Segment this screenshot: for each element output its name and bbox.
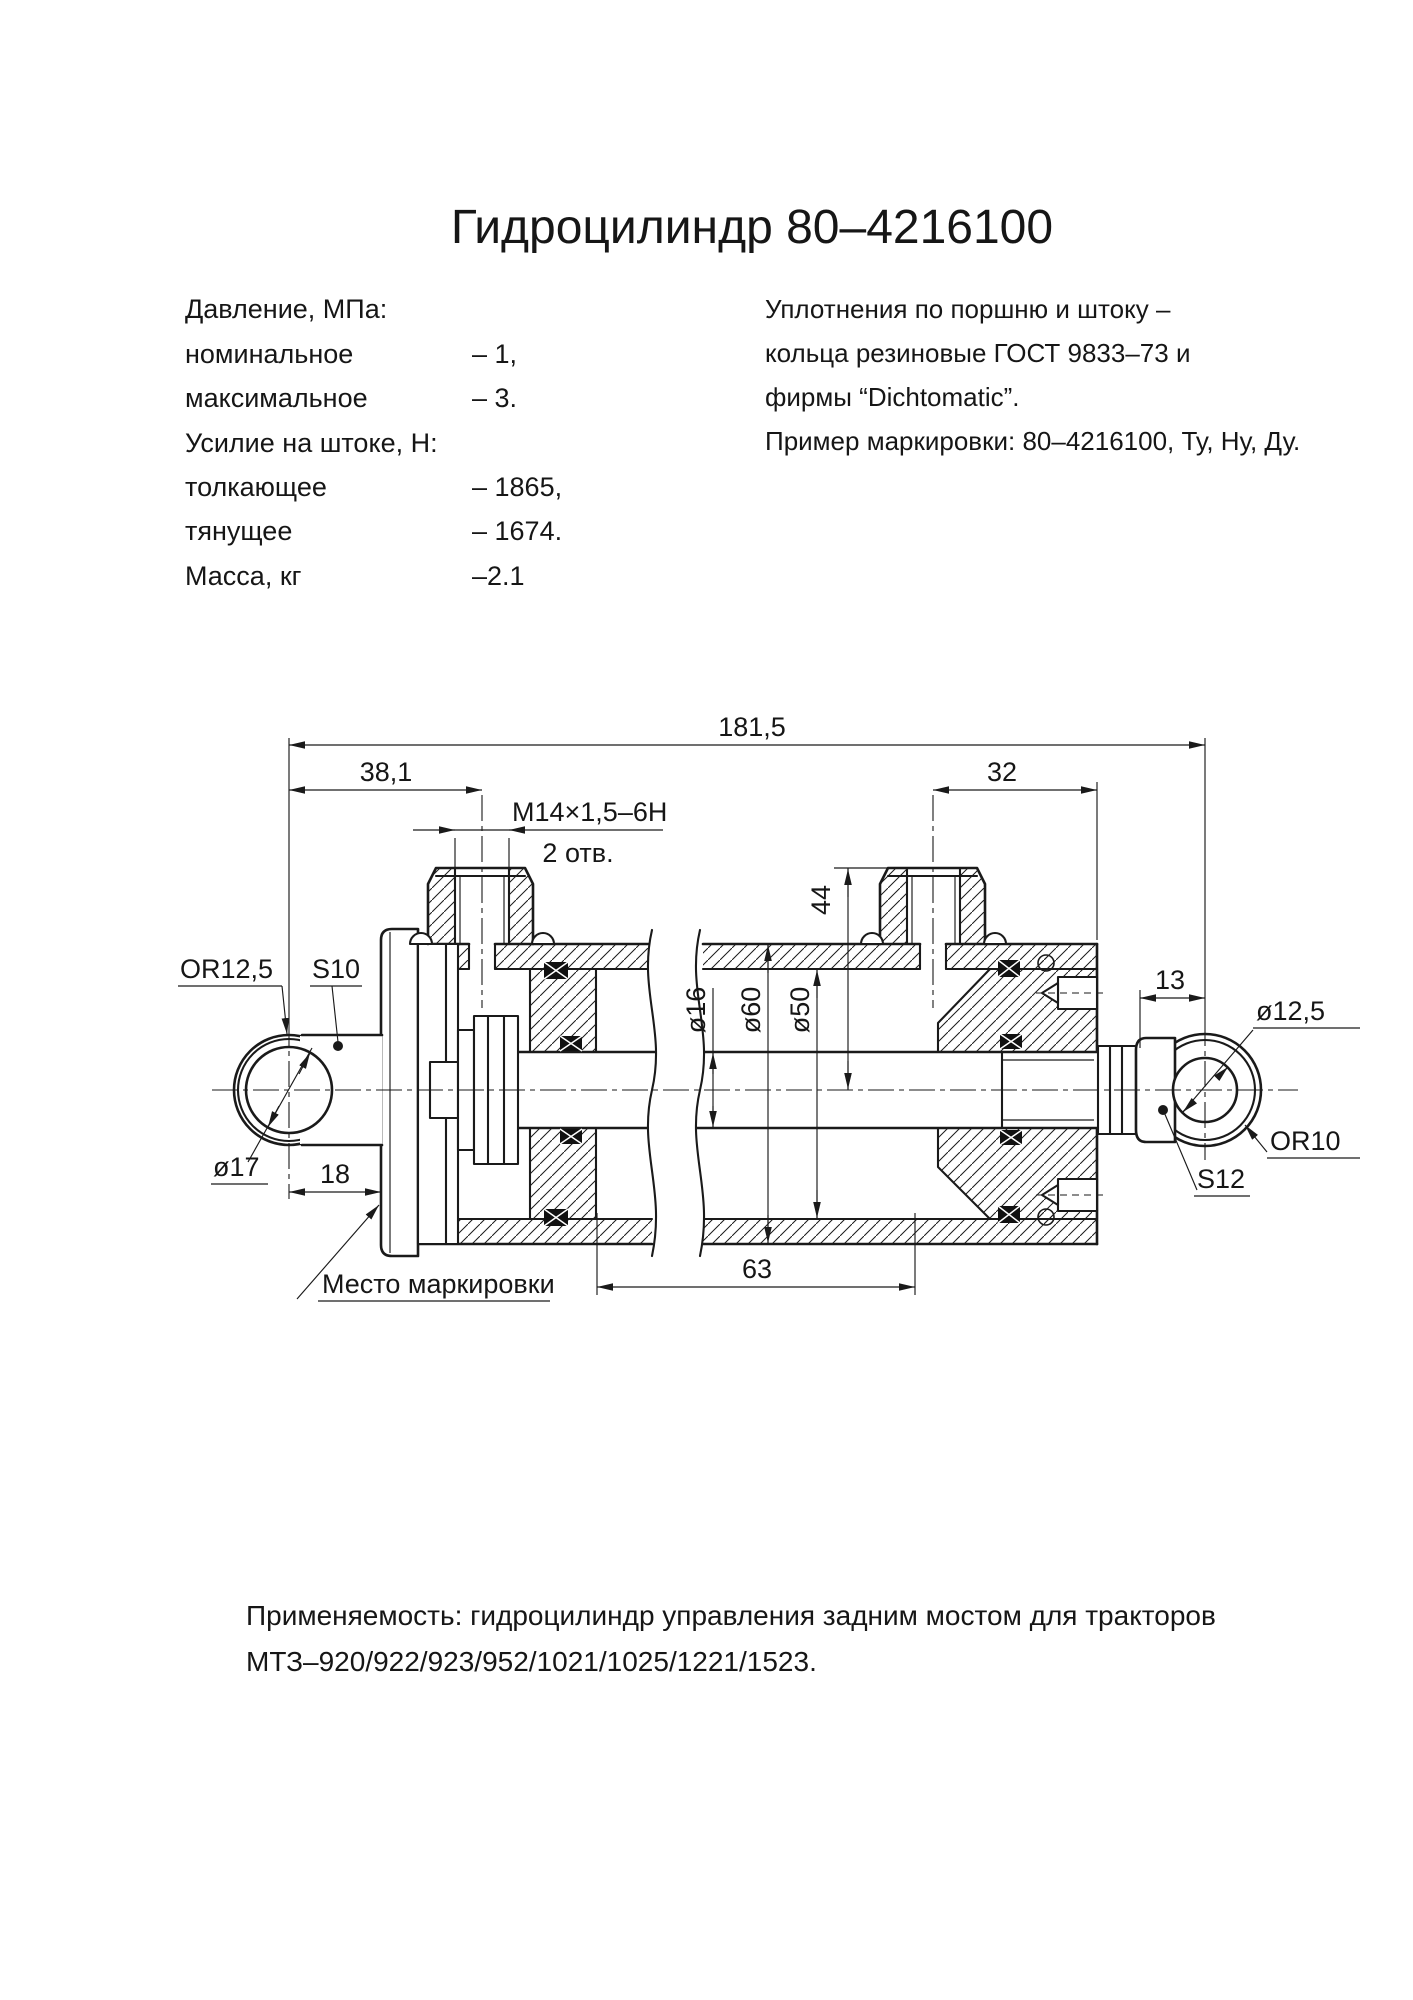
- dim-stroke: 63: [741, 1254, 773, 1284]
- left-eye-ring-label: OR12,5: [180, 954, 274, 984]
- right-eye-hole-label: ø12,5: [1256, 996, 1326, 1026]
- spec-label: Масса, кг: [185, 561, 302, 591]
- footer-line: Применяемость: гидроцилиндр управления задним мостом для тракторов: [246, 1600, 1216, 1631]
- spec-value: – 3.: [472, 383, 518, 413]
- spec-value: – 1865,: [472, 472, 563, 502]
- left-eye-wrench-label: S10: [312, 954, 361, 984]
- spec-table: [185, 294, 562, 591]
- dim-barrel-diameter: ø60: [736, 986, 766, 1034]
- dim-eye-offset: 18: [319, 1159, 351, 1189]
- dim-port-height: 44: [806, 884, 836, 916]
- dimensions: [178, 712, 1360, 1301]
- applicability-note: [246, 1600, 1216, 1677]
- spec-value: – 1,: [472, 339, 518, 369]
- header: [451, 201, 1053, 254]
- spec-value: – 1674.: [472, 516, 563, 546]
- spec-label: тянущее: [185, 516, 293, 546]
- dim-rod-end-offset: 13: [1154, 965, 1186, 995]
- spec-label: номинальное: [185, 339, 354, 369]
- thread-callout: M14×1,5–6H: [512, 797, 668, 827]
- dim-rod-diameter: ø16: [681, 986, 711, 1034]
- spec-value: –2.1: [472, 561, 525, 591]
- spec-label: максимальное: [185, 383, 368, 413]
- spec-label: Усилие на штоке, Н:: [185, 428, 438, 458]
- note-line: Пример маркировки: 80–4216100, Ту, Ну, Ду.: [765, 426, 1301, 456]
- break-lines: [648, 930, 704, 1256]
- dim-right-port-offset: 32: [986, 757, 1018, 787]
- note-line: кольца резиновые ГОСТ 9833–73 и: [765, 338, 1191, 368]
- footer-line: МТЗ–920/922/923/952/1021/1025/1221/1523.: [246, 1646, 817, 1677]
- right-eye-wrench-label: S12: [1197, 1164, 1246, 1194]
- spec-label: толкающее: [185, 472, 327, 502]
- dim-left-port-offset: 38,1: [359, 757, 413, 787]
- note-line: фирмы “Dichtomatic”.: [765, 382, 1020, 412]
- marking-label: Место маркировки: [322, 1269, 555, 1299]
- thread-holes-note: 2 отв.: [542, 838, 614, 868]
- note-line: Уплотнения по поршню и штоку –: [765, 294, 1171, 324]
- dim-bore-diameter: ø50: [785, 986, 815, 1034]
- page-title: Гидроцилиндр 80–4216100: [450, 201, 1054, 254]
- dim-total-length: 181,5: [718, 712, 786, 742]
- seal-notes: [765, 294, 1300, 456]
- right-eye-ring-label: OR10: [1270, 1126, 1341, 1156]
- left-eye-hole-label: ø17: [213, 1152, 260, 1182]
- spec-label: Давление, МПа:: [185, 294, 388, 324]
